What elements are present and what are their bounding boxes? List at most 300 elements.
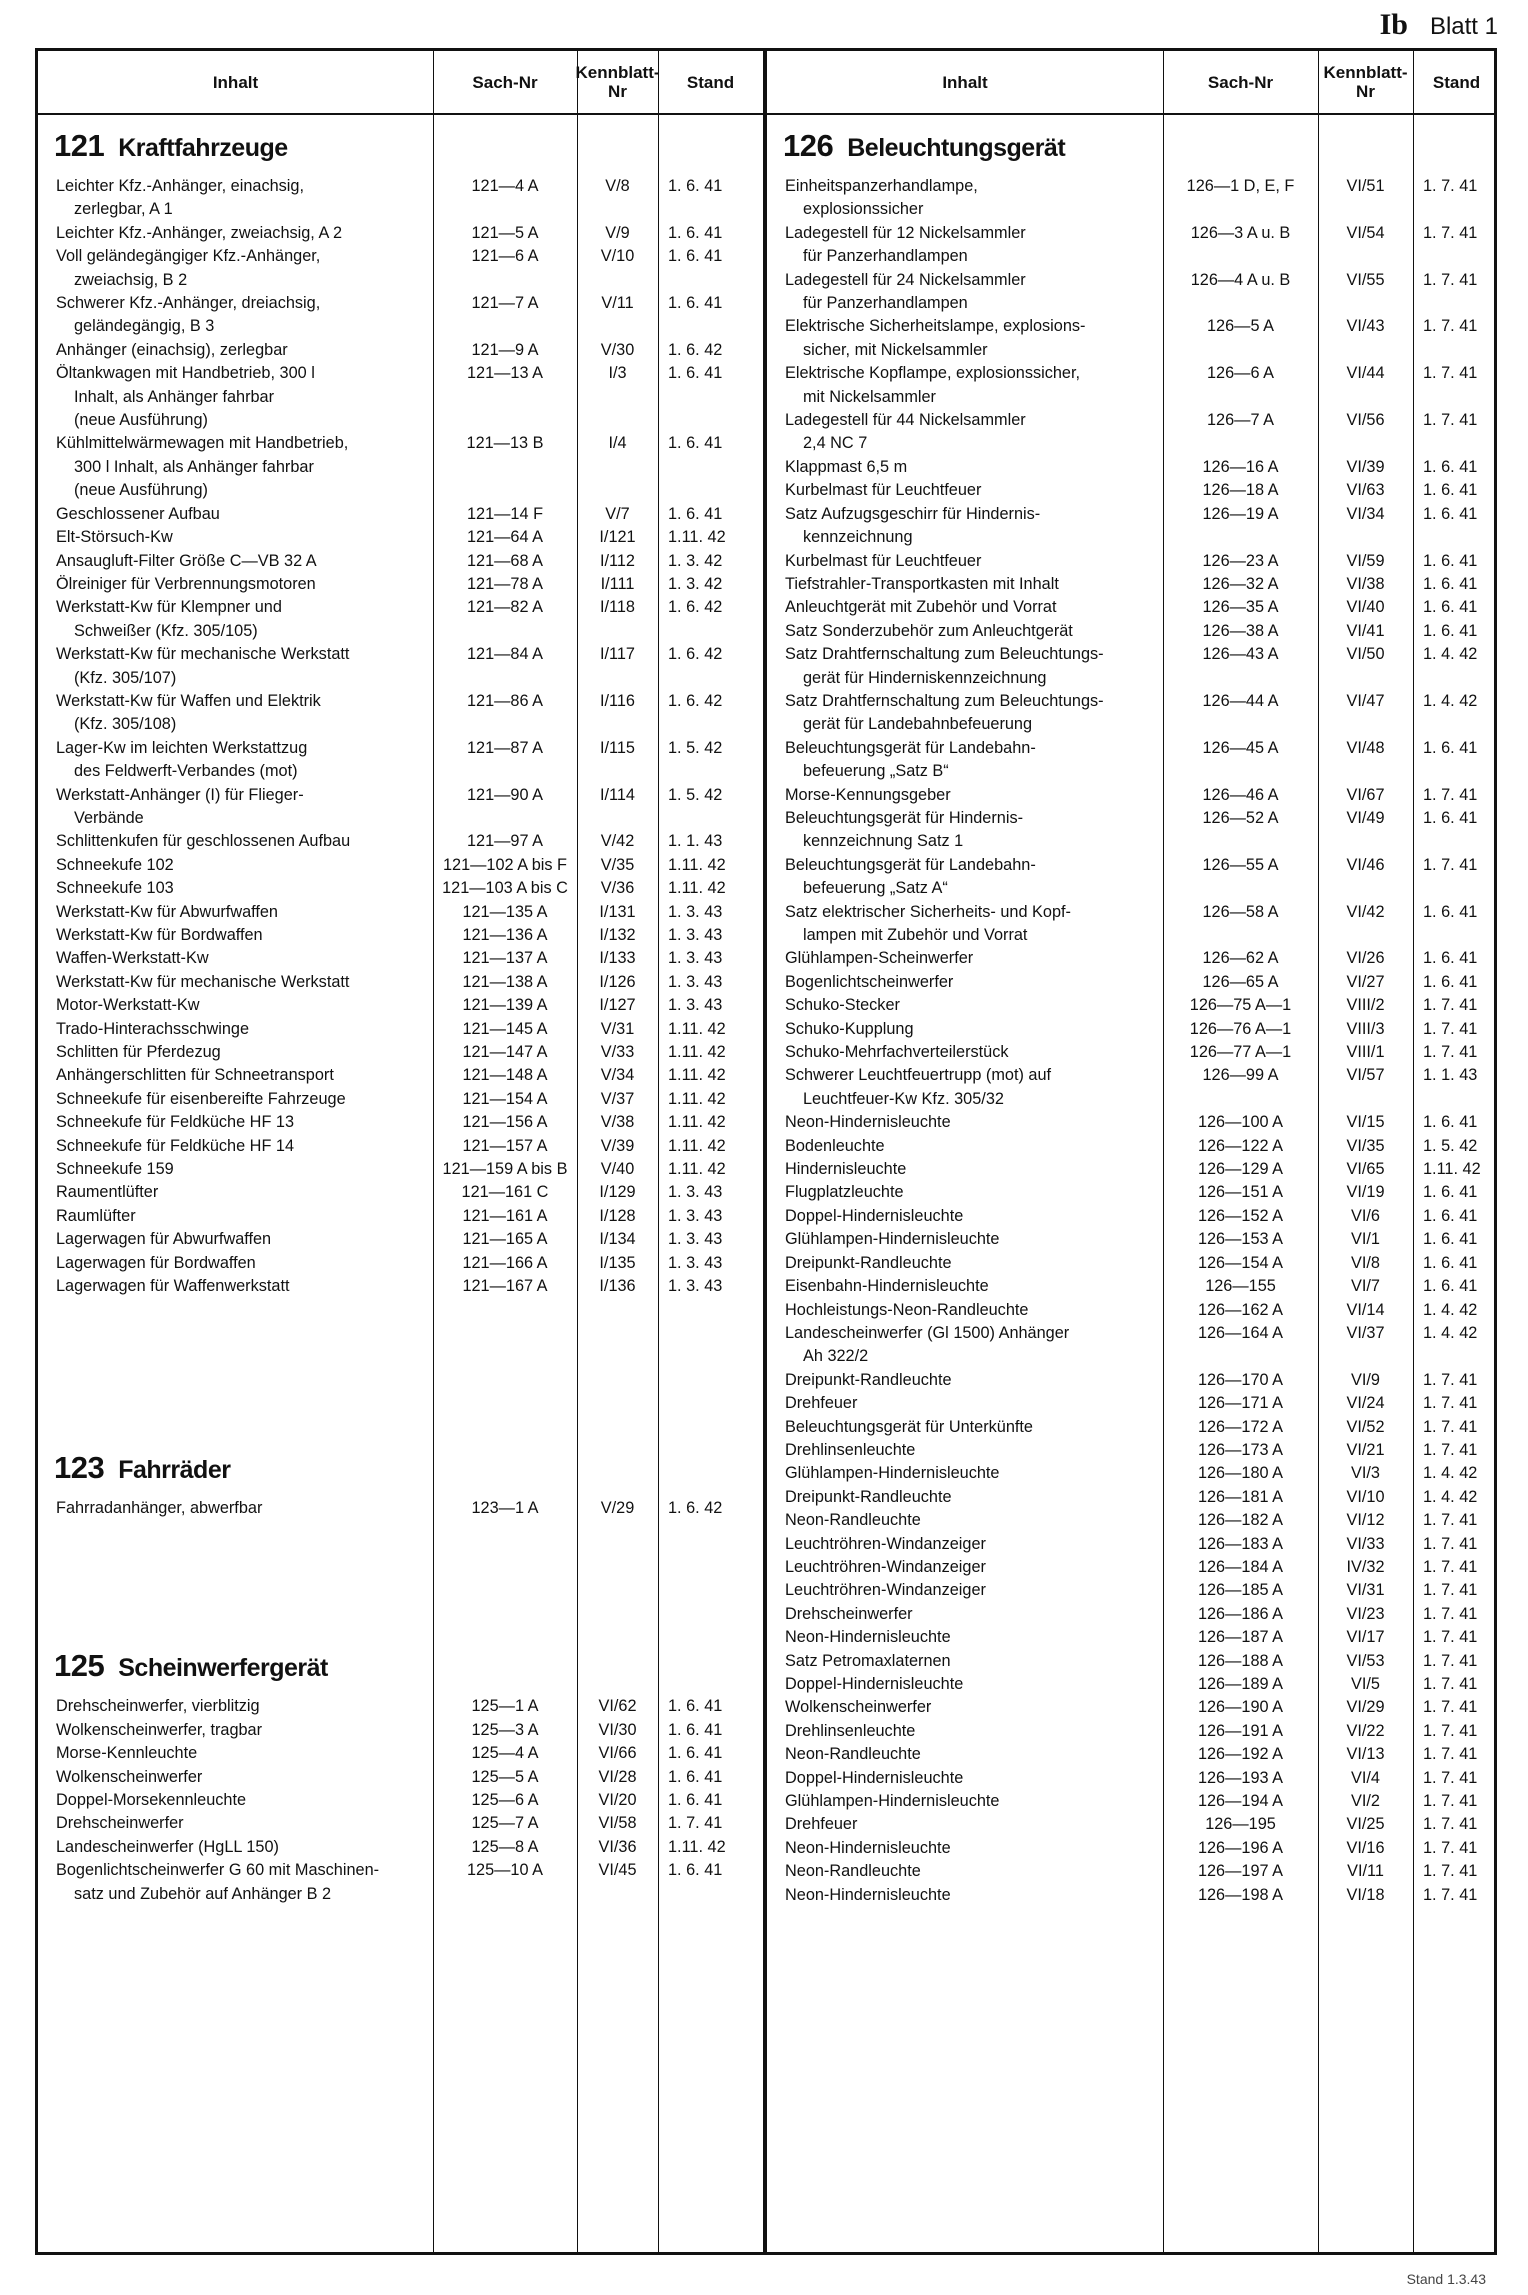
item-name-line: Elektrische Kopflampe, explosionssicher, xyxy=(785,364,1081,383)
item-sach-nr: 121—154 A xyxy=(462,1089,548,1108)
item-sach-nr: 126—23 A xyxy=(1202,551,1279,570)
item-name-line: Glühlampen-Scheinwerfer xyxy=(785,949,974,968)
item-name xyxy=(767,1041,1163,1064)
item-sach-nr: 126—76 A—1 xyxy=(1189,1019,1292,1038)
item-name-line: Kühlmittelwärmewagen mit Handbetrieb, xyxy=(56,434,349,453)
item-name xyxy=(767,1275,1163,1298)
item-name-line: Schneekufe für Feldküche HF 13 xyxy=(56,1113,295,1132)
item-name xyxy=(767,315,1163,362)
table-row xyxy=(767,550,1500,573)
item-sach-nr: 121—148 A xyxy=(462,1066,548,1085)
item-name xyxy=(767,1439,1163,1462)
item-sach-nr: 121—5 A xyxy=(471,223,539,242)
table-row xyxy=(38,1859,763,1906)
item-name-line: Verbände xyxy=(74,808,144,827)
header-sach-left: Sach-Nr xyxy=(472,72,538,92)
item-stand: 1. 6. 41 xyxy=(1423,738,1478,757)
item-name xyxy=(767,1018,1163,1041)
table-row xyxy=(38,1812,763,1835)
table-row xyxy=(767,1720,1500,1743)
section-title xyxy=(767,117,1500,175)
item-stand: 1. 4. 42 xyxy=(1423,1487,1478,1506)
item-sach-nr: 126—191 A xyxy=(1197,1721,1284,1740)
left-column xyxy=(38,117,763,1906)
item-sach-nr: 126—19 A xyxy=(1202,504,1279,523)
item-kennblatt-nr: VI/67 xyxy=(1346,785,1385,804)
item-kennblatt-nr: VIII/2 xyxy=(1346,996,1385,1015)
item-stand: 1. 3. 43 xyxy=(668,902,723,921)
header-name-left: Inhalt xyxy=(212,72,259,92)
item-kennblatt-nr: V/38 xyxy=(600,1113,635,1132)
item-kennblatt-nr: VI/7 xyxy=(1351,1277,1380,1296)
item-stand: 1. 7. 41 xyxy=(1423,411,1478,430)
item-stand: 1. 7. 41 xyxy=(1423,1885,1478,1904)
item-sach-nr: 126—185 A xyxy=(1197,1581,1284,1600)
table-row xyxy=(767,479,1500,502)
item-name xyxy=(38,339,433,362)
table-row xyxy=(38,1836,763,1859)
item-name-line: Satz Petromaxlaternen xyxy=(785,1651,951,1670)
item-sach-nr: 126—183 A xyxy=(1197,1534,1284,1553)
item-kennblatt-nr: V/8 xyxy=(605,177,630,195)
item-sach-nr: 121—90 A xyxy=(466,785,544,804)
item-name-line: (neue Ausführung) xyxy=(74,411,208,430)
item-sach-nr: 121—7 A xyxy=(471,294,539,313)
item-sach-nr: 121—147 A xyxy=(462,1043,548,1062)
table-row xyxy=(767,1369,1500,1392)
item-stand: 1. 5. 42 xyxy=(1423,1136,1478,1155)
item-name-line: Leichter Kfz.-Anhänger, einachsig, xyxy=(56,177,304,195)
item-kennblatt-nr: I/4 xyxy=(608,434,627,453)
item-stand: 1.11. 42 xyxy=(1423,1160,1481,1179)
item-stand: 1. 7. 41 xyxy=(1423,1417,1478,1436)
item-stand: 1. 6. 41 xyxy=(1423,598,1478,617)
item-name-line: für Panzerhandlampen xyxy=(803,294,968,313)
section-title xyxy=(38,1439,763,1497)
item-stand: 1. 3. 43 xyxy=(668,1230,723,1249)
item-name-line: (Kfz. 305/108) xyxy=(74,715,177,734)
item-name xyxy=(767,1158,1163,1181)
item-name xyxy=(38,222,433,245)
table-row xyxy=(767,1743,1500,1766)
item-stand: 1. 6. 41 xyxy=(668,1861,723,1880)
item-sach-nr: 126—172 A xyxy=(1197,1417,1284,1436)
table-row xyxy=(38,1228,763,1251)
item-stand: 1. 7. 41 xyxy=(1423,996,1478,1015)
item-kennblatt-nr: VI/17 xyxy=(1346,1628,1385,1647)
item-stand: 1. 3. 43 xyxy=(668,1206,723,1225)
item-stand: 1. 6. 41 xyxy=(1423,1277,1478,1296)
item-sach-nr: 126—171 A xyxy=(1197,1394,1284,1413)
item-sach-nr: 126—7 A xyxy=(1207,411,1274,430)
item-name-line: Leuchtröhren-Windanzeiger xyxy=(785,1557,986,1576)
item-stand: 1. 6. 41 xyxy=(668,1744,723,1763)
item-stand: 1. 7. 41 xyxy=(1423,1745,1478,1764)
item-sach-nr: 125—3 A xyxy=(471,1720,539,1739)
item-stand: 1.11. 42 xyxy=(668,1019,726,1038)
item-name xyxy=(767,175,1163,222)
item-stand: 1. 3. 43 xyxy=(668,1183,723,1202)
item-name-line: Schneekufe für eisenbereifte Fahrzeuge xyxy=(56,1089,346,1108)
item-sach-nr: 126—55 A xyxy=(1202,855,1279,874)
table-row xyxy=(767,1790,1500,1813)
sheet-label: Blatt 1 xyxy=(1429,13,1498,40)
item-kennblatt-nr: I/128 xyxy=(599,1206,636,1225)
item-name xyxy=(38,877,433,900)
item-stand: 1. 3. 43 xyxy=(668,1277,723,1296)
item-kennblatt-nr: VI/62 xyxy=(598,1697,637,1716)
item-kennblatt-nr: VI/31 xyxy=(1346,1581,1385,1600)
item-name-line: befeuerung „Satz A“ xyxy=(803,879,948,898)
item-kennblatt-nr: VI/1 xyxy=(1351,1230,1380,1249)
item-stand: 1. 7. 41 xyxy=(1423,1557,1478,1576)
table-row xyxy=(767,1860,1500,1883)
item-name-line: lampen mit Zubehör und Vorrat xyxy=(803,926,1028,944)
table-row xyxy=(38,1789,763,1812)
table-row xyxy=(38,1018,763,1041)
item-name-line: Schuko-Kupplung xyxy=(785,1019,914,1038)
item-name-line: Inhalt, als Anhänger fahrbar xyxy=(74,387,275,406)
item-name-line: Neon-Hindernisleuchte xyxy=(785,1628,951,1647)
section-title xyxy=(38,1637,763,1695)
item-kennblatt-nr: VI/53 xyxy=(1346,1651,1385,1670)
item-name xyxy=(767,1299,1163,1322)
table-row xyxy=(38,690,763,737)
item-name-line: Leuchtfeuer-Kw Kfz. 305/32 xyxy=(803,1089,1004,1108)
item-kennblatt-nr: V/10 xyxy=(600,247,635,266)
item-kennblatt-nr: V/42 xyxy=(600,832,635,851)
item-sach-nr: 126—35 A xyxy=(1202,598,1279,617)
item-stand: 1. 7. 41 xyxy=(1423,1768,1478,1787)
item-stand: 1. 7. 41 xyxy=(1423,1628,1478,1647)
item-name xyxy=(767,1392,1163,1415)
item-sach-nr: 121—161 C xyxy=(461,1183,549,1202)
item-name xyxy=(767,362,1163,409)
item-sach-nr: 126—77 A—1 xyxy=(1189,1043,1292,1062)
item-name xyxy=(767,1603,1163,1626)
item-name-line: Hochleistungs-Neon-Randleuchte xyxy=(785,1300,1029,1319)
item-stand: 1. 7. 41 xyxy=(1423,1698,1478,1717)
item-kennblatt-nr: VI/33 xyxy=(1346,1534,1385,1553)
item-name xyxy=(767,620,1163,643)
table-row xyxy=(767,503,1500,550)
table-row xyxy=(767,1884,1500,1907)
table-row xyxy=(38,924,763,947)
item-name-line: Bogenlichtscheinwerfer G 60 mit Maschinen- xyxy=(56,1861,380,1880)
item-name xyxy=(767,479,1163,502)
table-row xyxy=(38,947,763,970)
table-row xyxy=(38,1088,763,1111)
item-name-line: Schweißer (Kfz. 305/105) xyxy=(74,621,258,640)
item-kennblatt-nr: I/131 xyxy=(599,902,636,921)
item-sach-nr: 126—43 A xyxy=(1202,645,1279,664)
item-kennblatt-nr: VI/9 xyxy=(1351,1370,1380,1389)
item-sach-nr: 126—196 A xyxy=(1197,1838,1284,1857)
item-kennblatt-nr: V/36 xyxy=(600,879,635,898)
item-stand: 1. 7. 41 xyxy=(1423,364,1478,383)
item-name-line: Waffen-Werkstatt-Kw xyxy=(56,949,209,968)
item-sach-nr: 126—99 A xyxy=(1202,1066,1279,1085)
item-stand: 1. 7. 41 xyxy=(1423,270,1478,289)
item-stand: 1.11. 42 xyxy=(668,1837,726,1856)
table-row xyxy=(38,854,763,877)
item-name-line: Werkstatt-Anhänger (I) für Flieger- xyxy=(56,785,304,804)
item-name xyxy=(767,573,1163,596)
item-name-line: Einheitspanzerhandlampe, xyxy=(785,177,978,195)
item-name xyxy=(767,1626,1163,1649)
item-name xyxy=(767,1884,1163,1907)
item-name xyxy=(38,947,433,970)
table-row xyxy=(767,690,1500,737)
item-sach-nr: 125—8 A xyxy=(471,1837,539,1856)
item-name xyxy=(767,1720,1163,1743)
table-row xyxy=(767,1462,1500,1485)
table-row xyxy=(767,596,1500,619)
item-name-line: Anhängerschlitten für Schneetransport xyxy=(56,1066,334,1085)
table-row xyxy=(767,1696,1500,1719)
item-stand: 1. 6. 41 xyxy=(1423,949,1478,968)
item-kennblatt-nr: VIII/1 xyxy=(1346,1043,1385,1062)
item-name-line: Lagerwagen für Waffenwerkstatt xyxy=(56,1277,290,1296)
item-sach-nr: 121—159 A bis B xyxy=(442,1160,568,1179)
item-name-line: Glühlampen-Hindernisleuchte xyxy=(785,1464,1000,1483)
item-kennblatt-nr: VI/41 xyxy=(1346,621,1385,640)
item-sach-nr: 125—1 A xyxy=(471,1697,539,1716)
item-stand: 1. 6. 41 xyxy=(668,1790,723,1809)
item-stand: 1. 5. 42 xyxy=(668,785,723,804)
item-name xyxy=(767,1556,1163,1579)
table-row xyxy=(38,1064,763,1087)
item-sach-nr: 126—189 A xyxy=(1197,1675,1284,1693)
header-kenn-right: Kennblatt-Nr xyxy=(1323,63,1408,101)
section-number: 126 xyxy=(783,128,834,163)
table-row xyxy=(38,784,763,831)
table-row xyxy=(767,620,1500,643)
item-name-line: Lager-Kw im leichten Werkstattzug xyxy=(56,738,308,757)
item-stand: 1. 7. 41 xyxy=(1423,1581,1478,1600)
table-row xyxy=(767,1486,1500,1509)
item-stand: 1. 6. 41 xyxy=(1423,621,1478,640)
section-number: 123 xyxy=(54,1449,105,1485)
item-name-line: Bodenleuchte xyxy=(785,1136,885,1155)
item-name-line: Ölreiniger für Verbrennungsmotoren xyxy=(56,574,316,593)
table-row xyxy=(767,362,1500,409)
item-name-line: Beleuchtungsgerät für Unterkünfte xyxy=(785,1417,1033,1436)
item-sach-nr: 126—1 D, E, F xyxy=(1186,177,1295,195)
table-row xyxy=(767,1111,1500,1134)
item-kennblatt-nr: VI/48 xyxy=(1346,738,1385,757)
item-stand: 1.11. 42 xyxy=(668,1066,726,1085)
item-kennblatt-nr: VI/51 xyxy=(1346,177,1385,195)
table-row xyxy=(767,971,1500,994)
item-kennblatt-nr: V/37 xyxy=(600,1089,635,1108)
item-kennblatt-nr: VI/21 xyxy=(1346,1440,1385,1459)
table-row xyxy=(767,1439,1500,1462)
item-name xyxy=(767,1462,1163,1485)
item-name xyxy=(767,269,1163,316)
class-mark: Ib xyxy=(1379,8,1408,41)
item-stand: 1. 7. 41 xyxy=(668,1814,723,1833)
table-row xyxy=(38,245,763,292)
item-name-line: Beleuchtungsgerät für Hindernis- xyxy=(785,808,1024,827)
item-sach-nr: 121—68 A xyxy=(466,551,544,570)
item-stand: 1. 7. 41 xyxy=(1423,1675,1478,1693)
item-sach-nr: 126—46 A xyxy=(1202,785,1279,804)
table-row xyxy=(767,1673,1500,1696)
item-kennblatt-nr: VI/65 xyxy=(1346,1160,1385,1179)
item-name xyxy=(38,245,433,292)
table-row xyxy=(767,175,1500,222)
item-name-line: Leuchtröhren-Windanzeiger xyxy=(785,1581,986,1600)
item-name-line: Satz Sonderzubehör zum Anleuchtgerät xyxy=(785,621,1073,640)
item-name-line: Neon-Hindernisleuchte xyxy=(785,1113,951,1132)
item-kennblatt-nr: I/132 xyxy=(599,926,636,944)
item-sach-nr: 126—38 A xyxy=(1202,621,1279,640)
item-sach-nr: 126—198 A xyxy=(1197,1885,1284,1904)
item-name xyxy=(767,1650,1163,1673)
item-stand: 1. 6. 41 xyxy=(1423,972,1478,991)
item-name-line: Klappmast 6,5 m xyxy=(785,457,908,476)
table-row xyxy=(767,1650,1500,1673)
item-kennblatt-nr: V/29 xyxy=(600,1498,635,1517)
item-sach-nr: 121—161 A xyxy=(462,1206,548,1225)
table-row xyxy=(38,1181,763,1204)
item-kennblatt-nr: VI/8 xyxy=(1351,1253,1380,1272)
item-name xyxy=(38,901,433,924)
item-stand: 1. 6. 41 xyxy=(1423,574,1478,593)
item-name xyxy=(767,784,1163,807)
item-name-line: Doppel-Hindernisleuchte xyxy=(785,1206,964,1225)
item-kennblatt-nr: VI/37 xyxy=(1346,1323,1385,1342)
item-kennblatt-nr: V/34 xyxy=(600,1066,635,1085)
item-name-line: Kurbelmast für Leuchtfeuer xyxy=(785,551,982,570)
item-sach-nr: 126—155 xyxy=(1205,1277,1276,1296)
table-row xyxy=(38,971,763,994)
item-kennblatt-nr: I/127 xyxy=(599,996,636,1015)
item-stand: 1. 6. 41 xyxy=(1423,457,1478,476)
item-name-line: Öltankwagen mit Handbetrieb, 300 l xyxy=(56,364,315,383)
item-name-line: Doppel-Hindernisleuchte xyxy=(785,1768,964,1787)
item-sach-nr: 126—32 A xyxy=(1202,574,1279,593)
item-name-line: Wolkenscheinwerfer, tragbar xyxy=(56,1720,263,1739)
item-name-line: Geschlossener Aufbau xyxy=(56,504,220,523)
item-name xyxy=(767,503,1163,550)
item-stand: 1. 4. 42 xyxy=(1423,1323,1478,1342)
item-name xyxy=(38,526,433,549)
item-name-line: Morse-Kennleuchte xyxy=(56,1744,198,1763)
table-row xyxy=(38,643,763,690)
item-stand: 1. 6. 41 xyxy=(1423,1230,1478,1249)
item-name-line: Schneekufe 159 xyxy=(56,1160,174,1179)
header-kenn-left: Kennblatt-Nr xyxy=(575,63,660,101)
table-row xyxy=(38,432,763,502)
table-row xyxy=(767,1767,1500,1790)
item-sach-nr: 126—45 A xyxy=(1202,738,1279,757)
item-name xyxy=(767,901,1163,948)
item-name xyxy=(767,1369,1163,1392)
item-stand: 1. 3. 43 xyxy=(668,926,723,944)
item-name xyxy=(38,971,433,994)
item-sach-nr: 126—122 A xyxy=(1197,1136,1284,1155)
table-row xyxy=(38,901,763,924)
section-name: Beleuchtungsgerät xyxy=(847,134,1066,162)
item-name-line: Ansaugluft-Filter Größe C—VB 32 A xyxy=(56,551,317,570)
item-stand: 1. 3. 43 xyxy=(668,972,723,991)
item-sach-nr: 121—165 A xyxy=(462,1230,548,1249)
item-stand: 1. 4. 42 xyxy=(1423,691,1478,710)
item-name-line: Glühlampen-Hindernisleuchte xyxy=(785,1792,1000,1811)
item-stand: 1. 3. 42 xyxy=(668,574,723,593)
item-sach-nr: 126—151 A xyxy=(1197,1183,1284,1202)
item-name xyxy=(767,1322,1163,1369)
item-kennblatt-nr: V/35 xyxy=(600,855,635,874)
item-stand: 1.11. 42 xyxy=(668,528,726,547)
item-name xyxy=(767,994,1163,1017)
item-name-line: explosionssicher xyxy=(803,200,924,219)
item-stand: 1. 7. 41 xyxy=(1423,1815,1478,1834)
item-sach-nr: 121—145 A xyxy=(462,1019,548,1038)
table-row xyxy=(767,1158,1500,1181)
item-sach-nr: 126—62 A xyxy=(1202,949,1279,968)
table-row xyxy=(767,1018,1500,1041)
table-row xyxy=(38,1742,763,1765)
item-name xyxy=(38,573,433,596)
item-stand: 1. 6. 41 xyxy=(1423,1253,1478,1272)
item-kennblatt-nr: VI/26 xyxy=(1346,949,1385,968)
item-name-line: Neon-Randleuchte xyxy=(785,1745,921,1764)
item-name-line: Beleuchtungsgerät für Landebahn- xyxy=(785,855,1036,874)
item-name-line: befeuerung „Satz B“ xyxy=(803,762,949,781)
item-name xyxy=(767,550,1163,573)
item-kennblatt-nr: I/136 xyxy=(599,1277,636,1296)
item-name-line: Werkstatt-Kw für mechanische Werkstatt xyxy=(56,972,350,991)
item-kennblatt-nr: VI/16 xyxy=(1346,1838,1385,1857)
item-sach-nr: 126—187 A xyxy=(1197,1628,1284,1647)
item-name-line: Schuko-Stecker xyxy=(785,996,900,1015)
item-stand: 1. 7. 41 xyxy=(1423,785,1478,804)
item-name-line: Flugplatzleuchte xyxy=(785,1183,904,1202)
item-kennblatt-nr: I/115 xyxy=(599,738,635,757)
item-name xyxy=(38,432,433,502)
item-name xyxy=(38,643,433,690)
item-name xyxy=(38,1789,433,1812)
table-row xyxy=(767,222,1500,269)
item-name-line: Ladegestell für 44 Nickelsammler xyxy=(785,411,1026,430)
item-sach-nr: 125—4 A xyxy=(471,1744,539,1763)
table-row xyxy=(767,269,1500,316)
item-kennblatt-nr: V/31 xyxy=(600,1019,635,1038)
item-name xyxy=(38,1695,433,1718)
item-stand: 1. 6. 42 xyxy=(668,691,723,710)
item-name-line: Drehlinsenleuchte xyxy=(785,1721,916,1740)
item-name xyxy=(38,1135,433,1158)
item-sach-nr: 121—84 A xyxy=(466,645,544,664)
table-row xyxy=(38,1111,763,1134)
item-name-line: Schneekufe 102 xyxy=(56,855,174,874)
table-row xyxy=(767,1299,1500,1322)
item-name-line: Lagerwagen für Bordwaffen xyxy=(56,1253,256,1272)
item-kennblatt-nr: VI/25 xyxy=(1346,1815,1385,1834)
item-name xyxy=(767,456,1163,479)
item-sach-nr: 126—164 A xyxy=(1197,1323,1284,1342)
item-name-line: (Kfz. 305/107) xyxy=(74,668,177,687)
item-stand: 1. 3. 43 xyxy=(668,1253,723,1272)
item-sach-nr: 126—16 A xyxy=(1202,457,1279,476)
item-name xyxy=(767,1205,1163,1228)
item-name xyxy=(38,1228,433,1251)
item-kennblatt-nr: I/112 xyxy=(599,551,635,570)
item-sach-nr: 125—7 A xyxy=(471,1814,539,1833)
